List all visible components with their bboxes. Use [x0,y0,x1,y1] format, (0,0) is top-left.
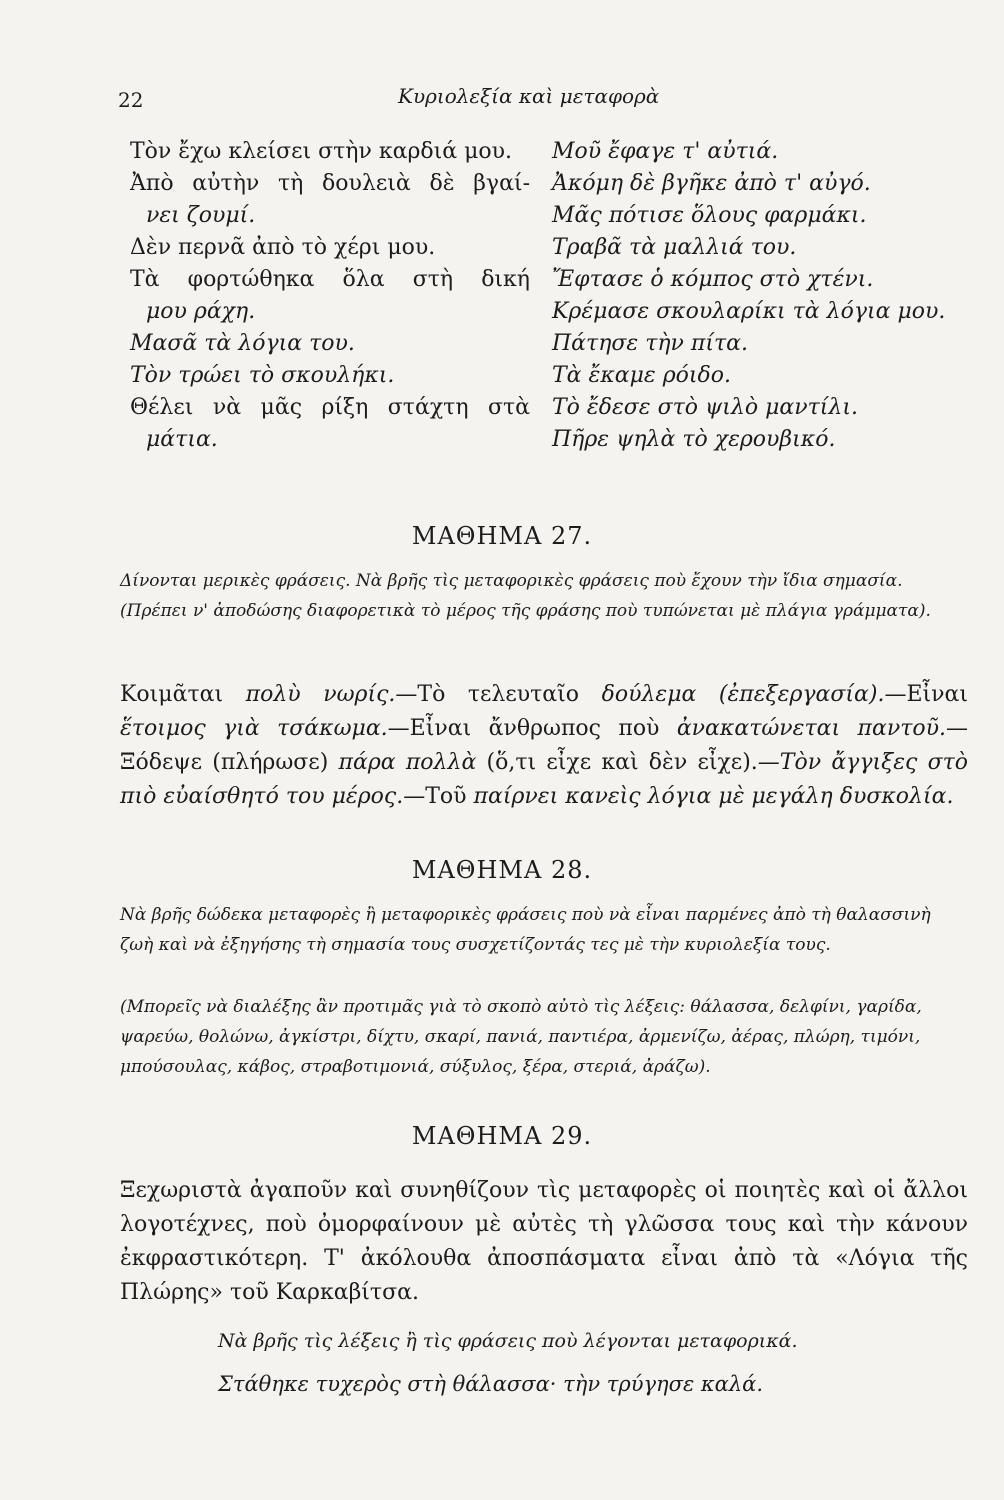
list-item: Θέλει νὰ μᾶς ρίξη στάχτη στὰ [130,395,530,420]
exercise-text: —Τοῦ [403,784,474,809]
exercise-text: —Ξόδεψε (πλήρωσε) [120,716,968,775]
phrase-list-left [130,136,530,456]
lesson-27-exercise [120,678,968,814]
lesson-29-title: ΜΑΘΗΜΑ 29. [411,1122,593,1150]
exercise-text: Κοιμᾶται [120,682,246,707]
lesson-28-title: ΜΑΘΗΜΑ 28. [411,856,593,884]
list-item: Ἀπὸ αὐτὴν τὴ δουλειὰ δὲ βγαί- [130,171,530,196]
lesson-28-instructions: Νὰ βρῆς δώδεκα μεταφορὲς ἢ μεταφορικὲς φράσεις ποὺ νὰ εἶναι παρμένες ἀπὸ τὴ θαλασσινὴ ζωὴ καὶ νὰ ἐξηγήσης τὴ σημασία τους συσχετίζοντάς τες μὲ τὴν κυριολεξία τους. [120,905,931,955]
list-item: Δὲν περνᾶ ἀπὸ τὸ χέρι μου. [130,235,436,260]
list-item: μου ράχη. [146,299,256,324]
list-item: Μοῦ ἔφαγε τ' αὐτιά. [552,139,779,164]
list-item: Τὰ ἔκαμε ρόιδο. [552,363,731,388]
list-item: Τὸ ἔδεσε στὸ ψιλὸ μαντίλι. [552,395,858,420]
lesson-27-instructions: Δίνονται μερικὲς φράσεις. Νὰ βρῆς τὶς μεταφορικὲς φράσεις ποὺ ἔχουν τὴν ἴδια σημασία. (Πρέπει ν' ἀποδώσης διαφορετικὰ τὸ μέρος τῆς φράσης ποὺ τυπώνεται μὲ πλάγια γράμματα). [120,571,931,621]
list-item: Ἔφτασε ὁ κόμπος στὸ χτένι. [552,267,874,292]
exercise-phrase: παίρνει κανεὶς λόγια μὲ μεγάλη δυσκολία. [473,784,954,809]
list-item: Τὰ φορτώθηκα ὅλα στὴ δική [130,267,530,292]
list-item: Τὸν ἔχω κλείσει στὴν καρδιά μου. [130,139,513,164]
exercise-text: —Τὸ τελευταῖο [395,682,602,707]
exercise-phrase: πολὺ νωρίς. [245,682,396,707]
list-item: Ἀκόμη δὲ βγῆκε ἀπὸ τ' αὐγό. [552,171,871,196]
lesson-29-instructions: Νὰ βρῆς τὶς λέξεις ἢ τὶς φράσεις ποὺ λέγονται μεταφορικά. [218,1330,798,1352]
exercise-phrase: —Τὸν ἄγγιξες στὸ πιὸ εὐαίσθητό του μέρος. [120,750,968,809]
exercise-phrase: ἕτοιμος γιὰ τσάκωμα. [120,716,388,741]
list-item: νει ζουμί. [146,203,256,228]
exercise-text: (ὅ,τι εἶχε καὶ δὲν εἶχε). [476,750,758,775]
list-item: Πῆρε ψηλὰ τὸ χερουβικό. [552,427,836,452]
page-header [118,84,918,118]
list-item: Πάτησε τὴν πίτα. [552,331,749,356]
lesson-28-hint: (Μπορεῖς νὰ διαλέξης ἂν προτιμᾶς γιὰ τὸ σκοπὸ αὐτὸ τὶς λέξεις: θάλασσα, δελφίνι, γαρίδα, ψαρεύω, θολώνω, ἀγκίστρι, δίχτυ, σκαρί, πανιά, παντιέρα, ἀρμενίζω, ἀέρας, πλώρη, τιμόνι, μπούσουλας, κάβος, στραβοτιμονιά, σύξυλος, ξέρα, στεριά, ἀράζω). [120,997,922,1077]
phrase-list-right [552,136,972,456]
list-item: μάτια. [146,427,218,452]
list-item: Μᾶς πότισε ὅλους φαρμάκι. [552,203,867,228]
exercise-phrase: ἀνακατώνεται παντοῦ. [676,716,946,741]
exercise-text: —Εἶναι [884,682,969,707]
lesson-27-title: ΜΑΘΗΜΑ 27. [411,522,593,550]
lesson-29-example: Στάθηκε τυχερὸς στὴ θάλασσα· τὴν τρύγησε καλά. [218,1372,764,1396]
list-item: Τὸν τρώει τὸ σκουλήκι. [130,363,395,388]
lesson-29-text: Ξεχωριστὰ ἀγαποῦν καὶ συνηθίζουν τὶς μεταφορὲς οἱ ποιητὲς καὶ οἱ ἄλλοι λογοτέχνες, ποὺ ὀμορφαίνουν μὲ αὐτὲς τὴ γλῶσσα τους καὶ τὴν κάνουν ἐκφραστικότερη. Τ' ἀκόλουθα ἀποσπάσματα εἶναι ἀπὸ τὰ «Λόγια τῆς Πλώρης» τοῦ Καρκαβίτσα. [120,1178,968,1305]
list-item: Μασᾶ τὰ λόγια του. [130,331,355,356]
running-head: Κυριολεξία καὶ μεταφορὰ [398,84,660,108]
exercise-phrase: δούλεμα (ἐπεξεργασία). [601,682,885,707]
exercise-text: —Εἶναι ἄνθρωπος ποὺ [387,716,677,741]
list-item: Κρέμασε σκουλαρίκι τὰ λόγια μου. [552,299,946,324]
list-item: Τραβᾶ τὰ μαλλιά του. [552,235,797,260]
page-number: 22 [118,88,144,112]
exercise-phrase: πάρα πολλὰ [338,750,477,775]
